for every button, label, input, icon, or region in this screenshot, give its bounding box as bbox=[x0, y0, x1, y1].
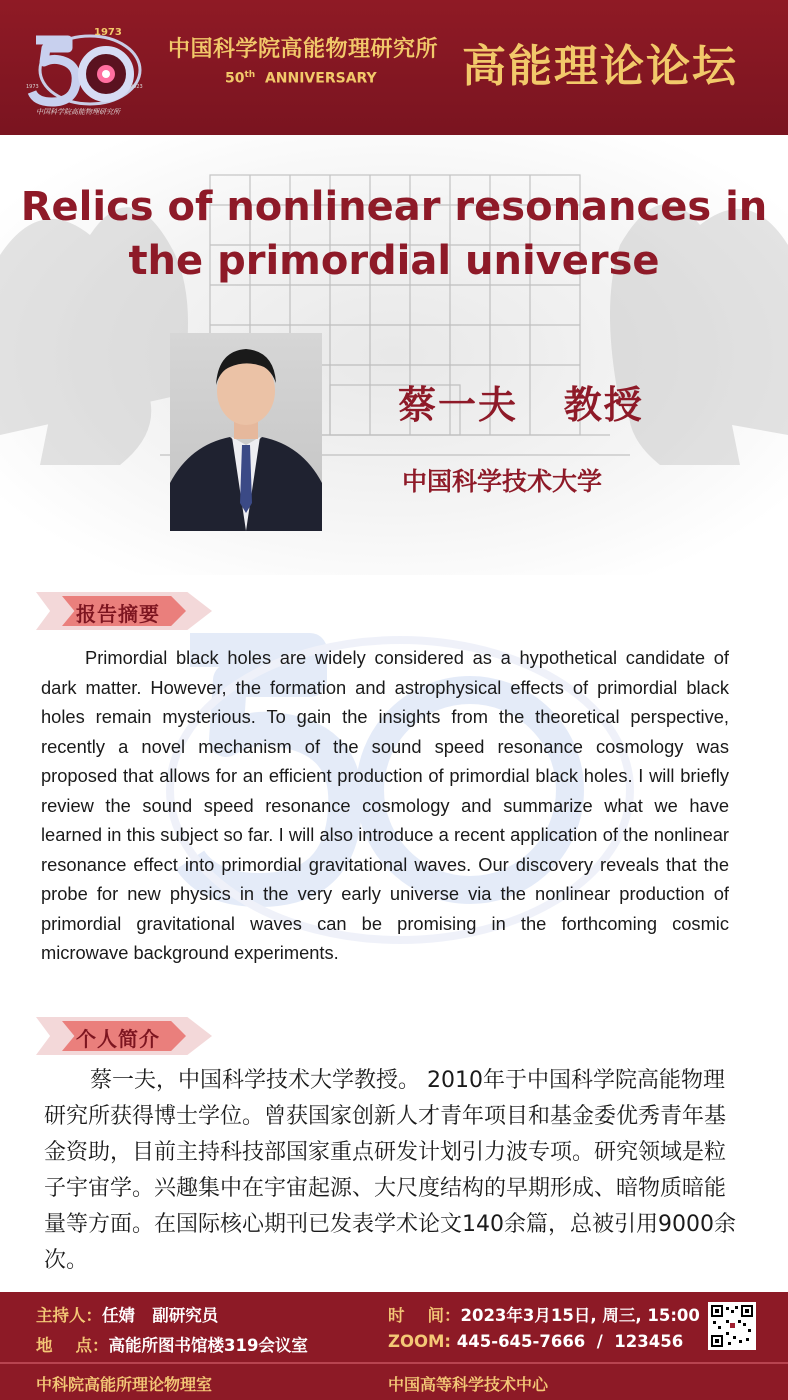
abstract-section-label: 报告摘要 bbox=[76, 602, 160, 626]
bio-section-tag bbox=[36, 1017, 212, 1055]
anniversary-logo bbox=[22, 18, 152, 116]
speaker-portrait bbox=[170, 333, 322, 531]
location-row bbox=[36, 1332, 308, 1356]
host-label: 主持人： bbox=[36, 1306, 102, 1325]
footer-info bbox=[0, 1292, 788, 1400]
anniversary-word: ANNIVERSARY bbox=[264, 70, 377, 87]
speaker-affiliation: 中国科学技术大学 bbox=[402, 467, 603, 496]
talk-title-line-1: Relics of nonlinear resonances in bbox=[20, 184, 768, 230]
header-banner bbox=[0, 0, 788, 135]
host-value: 任婧 副研究员 bbox=[102, 1306, 219, 1325]
anniversary-label bbox=[225, 70, 377, 87]
abstract-text: Primordial black holes are widely considered as a hypothetical candidate of dark matter. However, the formation and astrophysical effects of primordial black holes remain mysterious. To gain the insights from the theoretical perspective, recently a novel mechanism of the sound speed resonance cosmology was proposed that allows for an efficient production of primordial black holes. I will briefly review the sound speed resonance cosmology and summarize what we have learned in this subject so far. I will also introduce a recent application of the nonlinear resonance effect into primordial gravitational waves. Our discovery reveals that the probe for new physics in the very early universe via the nonlinear production of primordial gravitational waves can be promising in the forthcoming cosmic microwave background experiments. bbox=[41, 647, 729, 963]
time-label: 时 间： bbox=[388, 1306, 461, 1325]
talk-title bbox=[0, 180, 788, 288]
speaker-photo bbox=[170, 333, 322, 531]
organizer-left: 中科院高能所理论物理室 bbox=[36, 1375, 213, 1394]
footer-divider bbox=[0, 1362, 788, 1364]
logo-year-left: 1973 bbox=[26, 84, 39, 90]
logo-script-text: 中国科学院高能物理研究所 bbox=[36, 108, 120, 116]
abstract-section-tag bbox=[36, 592, 212, 630]
location-label: 地 点： bbox=[36, 1336, 109, 1355]
organizer-right: 中国高等科学技术中心 bbox=[388, 1375, 549, 1394]
logo-year-right: 2023 bbox=[130, 84, 143, 90]
bio-text: 蔡一夫，中国科学技术大学教授。 2010年于中国科学院高能物理研究所获得博士学位。曾获国家创新人才青年项目和基金委优秀青年基金资助，目前主持科技部国家重点研发计划引力波专项。研究领域是粒子宇宙学。兴趣集中在宇宙起源、大尺度结构的早期形成、暗物质暗能量等方面。在国际核心期刊已发表学术论文140余篇，总被引用9000余次。 bbox=[44, 1068, 736, 1273]
bio-section-label: 个人简介 bbox=[76, 1027, 160, 1051]
zoom-value: 445-645-7666 / 123456 bbox=[456, 1332, 684, 1351]
speaker-name: 蔡一夫 教授 bbox=[398, 383, 644, 427]
logo-year-since: 1973 bbox=[94, 27, 122, 38]
institute-name: 中国科学院高能物理研究所 bbox=[168, 36, 439, 62]
time-row bbox=[388, 1302, 700, 1326]
zoom-label: ZOOM: bbox=[388, 1332, 457, 1351]
qr-code[interactable] bbox=[708, 1302, 756, 1350]
talk-title-line-2: the primordial universe bbox=[128, 238, 660, 284]
location-value: 高能所图书馆楼319会议室 bbox=[108, 1336, 308, 1355]
anniversary-number: 50 bbox=[225, 70, 245, 87]
anniversary-suffix: th bbox=[244, 70, 256, 80]
forum-title: 高能理论论坛 bbox=[462, 41, 738, 92]
host-row bbox=[36, 1302, 218, 1326]
time-value: 2023年3月15日, 周三, 15:00 bbox=[460, 1306, 700, 1325]
zoom-row bbox=[388, 1332, 683, 1351]
